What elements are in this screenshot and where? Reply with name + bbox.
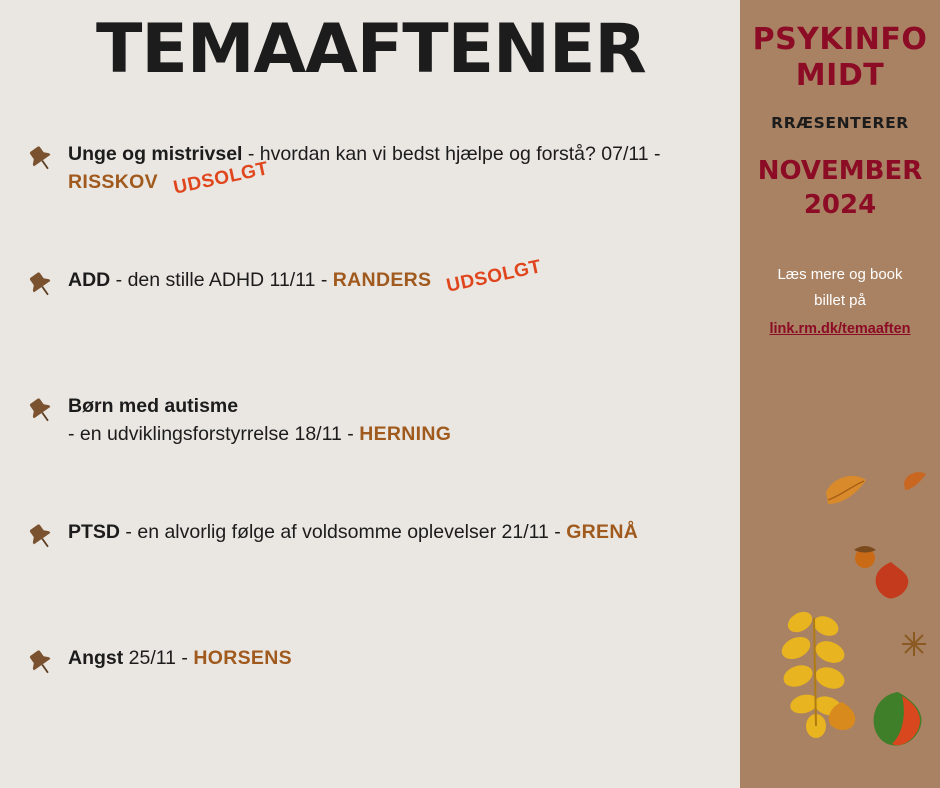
event-text [68, 392, 730, 448]
list-item [0, 392, 740, 518]
brand-line-1: PSYKINFO [752, 22, 928, 57]
booking-link[interactable]: link.rm.dk/temaaften [769, 321, 911, 337]
star-anise-icon [900, 630, 928, 663]
event-description: - hvordan kan vi bedst hjælpe og forstå? 07/11 - [242, 143, 661, 165]
booking-line-1: Læs mere og book [777, 266, 903, 283]
event-city: HORSENS [193, 647, 292, 669]
status-badge: UDSOLGT [171, 158, 271, 199]
pushpin-icon [26, 396, 56, 426]
event-title: ADD [68, 269, 111, 291]
page-title: TEMAAFTENER [96, 10, 646, 89]
event-description: 25/11 - [123, 647, 194, 669]
event-title: Angst [68, 647, 124, 669]
event-text [68, 140, 730, 197]
pushpin-icon [26, 144, 56, 174]
event-city: RANDERS [332, 269, 432, 291]
event-description: - en udviklingsforstyrrelse 18/11 - [68, 423, 360, 445]
leaf-icon [770, 608, 866, 743]
event-city: GRENÅ [566, 521, 639, 543]
event-list [0, 140, 740, 770]
leaf-icon [902, 468, 928, 499]
event-text [68, 644, 730, 672]
event-title: Børn med autisme [68, 395, 239, 417]
poster-sidebar [740, 0, 940, 788]
event-text [68, 256, 730, 297]
leaf-icon [822, 470, 870, 517]
event-city: RISSKOV [68, 171, 158, 193]
list-item [0, 256, 740, 392]
acorn-icon [848, 536, 882, 575]
month-label: NOVEMBER [757, 156, 923, 186]
pushpin-icon [26, 522, 56, 552]
brand-line-2: MIDT [795, 58, 885, 93]
event-title: PTSD [68, 521, 121, 543]
booking-line-2: billet på [814, 292, 866, 309]
presents-label: RRÆSENTERER [771, 114, 909, 132]
list-item [0, 140, 740, 266]
leaf-icon [868, 690, 928, 757]
year-label: 2024 [803, 190, 877, 220]
event-city: HERNING [359, 423, 452, 445]
event-text [68, 518, 730, 546]
month-year [740, 154, 940, 222]
event-title: Unge og mistrivsel [68, 143, 243, 165]
pushpin-icon [26, 648, 56, 678]
leaf-icon [870, 560, 912, 607]
event-description: - en alvorlig følge af voldsomme oplevelser 21/11 - [120, 521, 567, 543]
list-item [0, 518, 740, 644]
leaf-icon [824, 700, 860, 739]
list-item [0, 644, 740, 770]
pushpin-icon [26, 270, 56, 300]
booking-info [740, 262, 940, 342]
event-description: - den stille ADHD 11/11 - [110, 269, 333, 291]
brand-name [740, 22, 940, 94]
status-badge: UDSOLGT [445, 256, 544, 297]
